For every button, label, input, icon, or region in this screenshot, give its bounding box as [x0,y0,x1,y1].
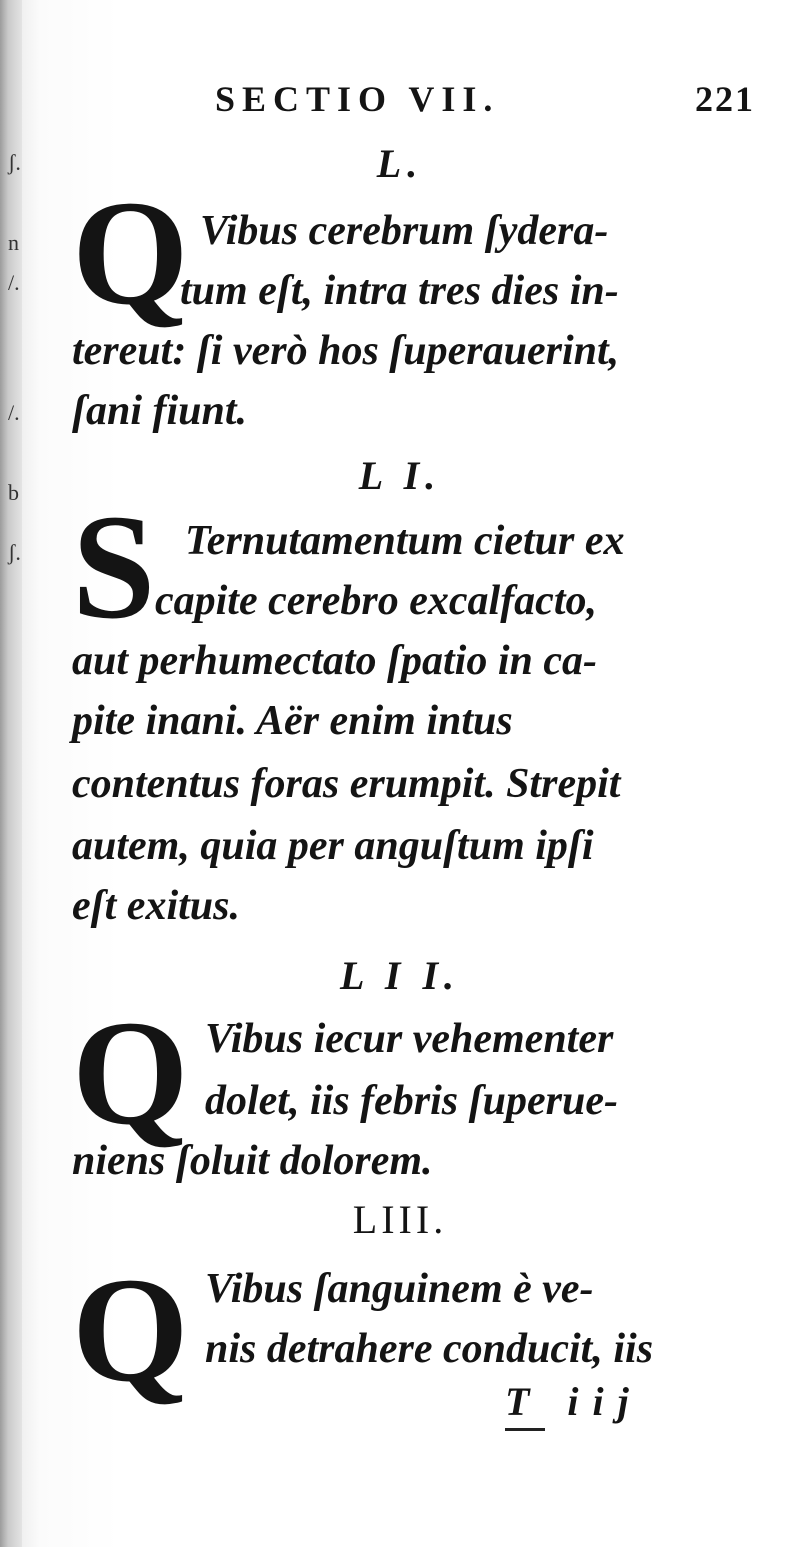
gutter-mark: b [8,480,19,505]
text-line: tereut: ſi verò hos ſuperauerint, [72,328,620,374]
text-line: eſt exitus. [72,883,240,929]
text-line: dolet, iis febris ſuperue- [205,1078,618,1124]
text-line: niens ſoluit dolorem. [72,1138,433,1184]
signature-mark: T iij [505,1379,643,1424]
gutter-mark: ʃ. [8,540,21,565]
section-number: L. [376,141,424,186]
text-line: Vibus ſanguinem è ve- [205,1266,594,1312]
text-line: autem, quia per anguſtum ipſi [72,823,594,869]
text-line: capite cerebro excalfacto, [155,578,597,624]
page-number: 221 [695,79,755,119]
drop-cap: S [72,484,156,650]
binding-gutter [0,0,22,1547]
gutter-mark: n [8,230,19,255]
gutter-mark: /. [8,400,20,425]
text-line: tum eſt, intra tres dies in- [180,268,619,314]
section-number: LIII. [352,1197,448,1242]
text-line: pite inani. Aër enim intus [72,698,513,744]
section-number: L I I. [339,953,461,998]
running-title: SECTIO VII. [215,79,500,119]
text-line: Vibus iecur vehementer [205,1016,614,1062]
gutter-mark: ʃ. [8,150,21,175]
text-line: Ternutamentum cietur ex [185,518,625,564]
text-line: aut perhumectato ſpatio in ca- [72,638,597,684]
drop-cap: Q [72,990,189,1156]
drop-cap: Q [72,1247,189,1413]
gutter-mark: /. [8,270,20,295]
section-number: L I. [358,453,442,498]
text-line: Vibus cerebrum ſydera- [200,208,609,254]
text-line: nis detrahere conducit, iis [205,1326,654,1372]
page-header [215,70,755,130]
drop-cap: Q [72,170,189,336]
text-line: contentus foras erumpit. Strepit [72,761,621,807]
text-line: ſani fiunt. [72,388,248,434]
signature-underline [505,1428,545,1431]
